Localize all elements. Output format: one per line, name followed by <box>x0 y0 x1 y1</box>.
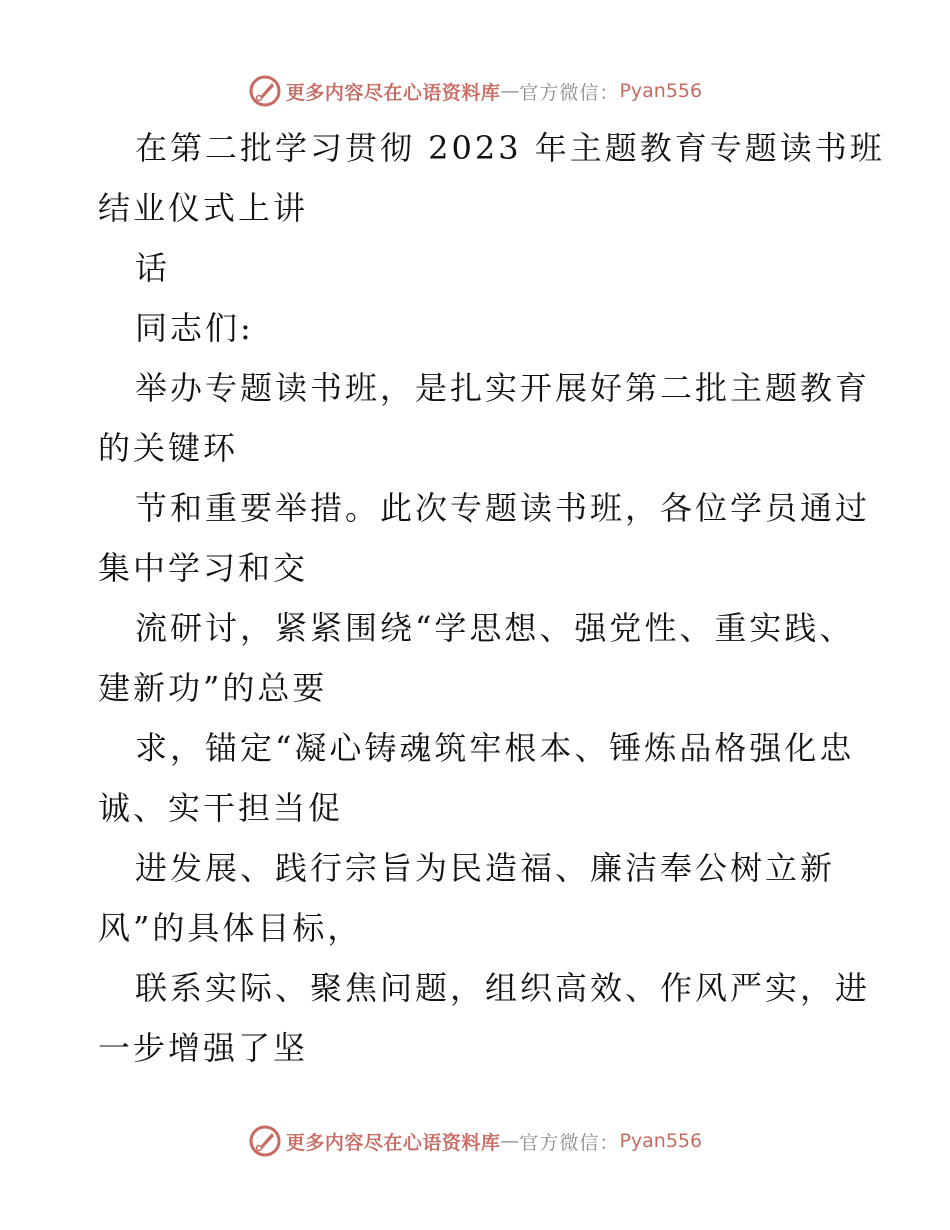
paragraph-line: 建新功”的总要 <box>98 669 328 707</box>
paragraph-line: 联系实际、聚焦问题，组织高效、作风严实，进 <box>135 969 871 1007</box>
footer-watermark-banner <box>0 1119 950 1163</box>
title-line-3: 话 <box>135 249 171 287</box>
paragraph-line: 风”的具体目标， <box>98 909 363 947</box>
paragraph-line: 的关键环 <box>98 429 239 467</box>
paragraph-line: 进发展、践行宗旨为民造福、廉洁奉公树立新 <box>135 849 836 887</box>
header-watermark-banner <box>0 69 950 113</box>
paragraph-line: 举办专题读书班，是扎实开展好第二批主题教育 <box>135 369 871 407</box>
paragraph-line: 节和重要举措。此次专题读书班，各位学员通过 <box>135 489 871 527</box>
banner-text: 更多内容尽在心语资料库 <box>285 81 501 104</box>
title-line-1: 在第二批学习贯彻 2023 年主题教育专题读书班 <box>135 129 885 167</box>
banner-wechat-id: Pyan556 <box>619 80 703 102</box>
banner-wechat-id: Pyan556 <box>619 1130 703 1152</box>
quill-logo-icon <box>248 1124 282 1158</box>
salutation: 同志们: <box>135 309 254 347</box>
paragraph-line: 求，锚定“凝心铸魂筑牢根本、锤炼品格强化忠 <box>135 729 855 767</box>
banner-wechat-label: 官方微信： <box>519 1131 620 1154</box>
banner-dash: — <box>500 80 520 102</box>
paragraph-line: 诚、实干担当促 <box>98 789 344 827</box>
paragraph-line: 流研讨，紧紧围绕“学思想、强党性、重实践、 <box>135 609 855 647</box>
paragraph-line: 一步增强了坚 <box>98 1029 309 1067</box>
banner-dash: — <box>500 1130 520 1152</box>
banner-text: 更多内容尽在心语资料库 <box>285 1131 501 1154</box>
title-line-2: 结业仪式上讲 <box>98 189 309 227</box>
paragraph-line: 集中学习和交 <box>98 549 309 587</box>
quill-logo-icon <box>248 74 282 108</box>
banner-wechat-label: 官方微信： <box>519 81 620 104</box>
document-body <box>98 118 885 1078</box>
